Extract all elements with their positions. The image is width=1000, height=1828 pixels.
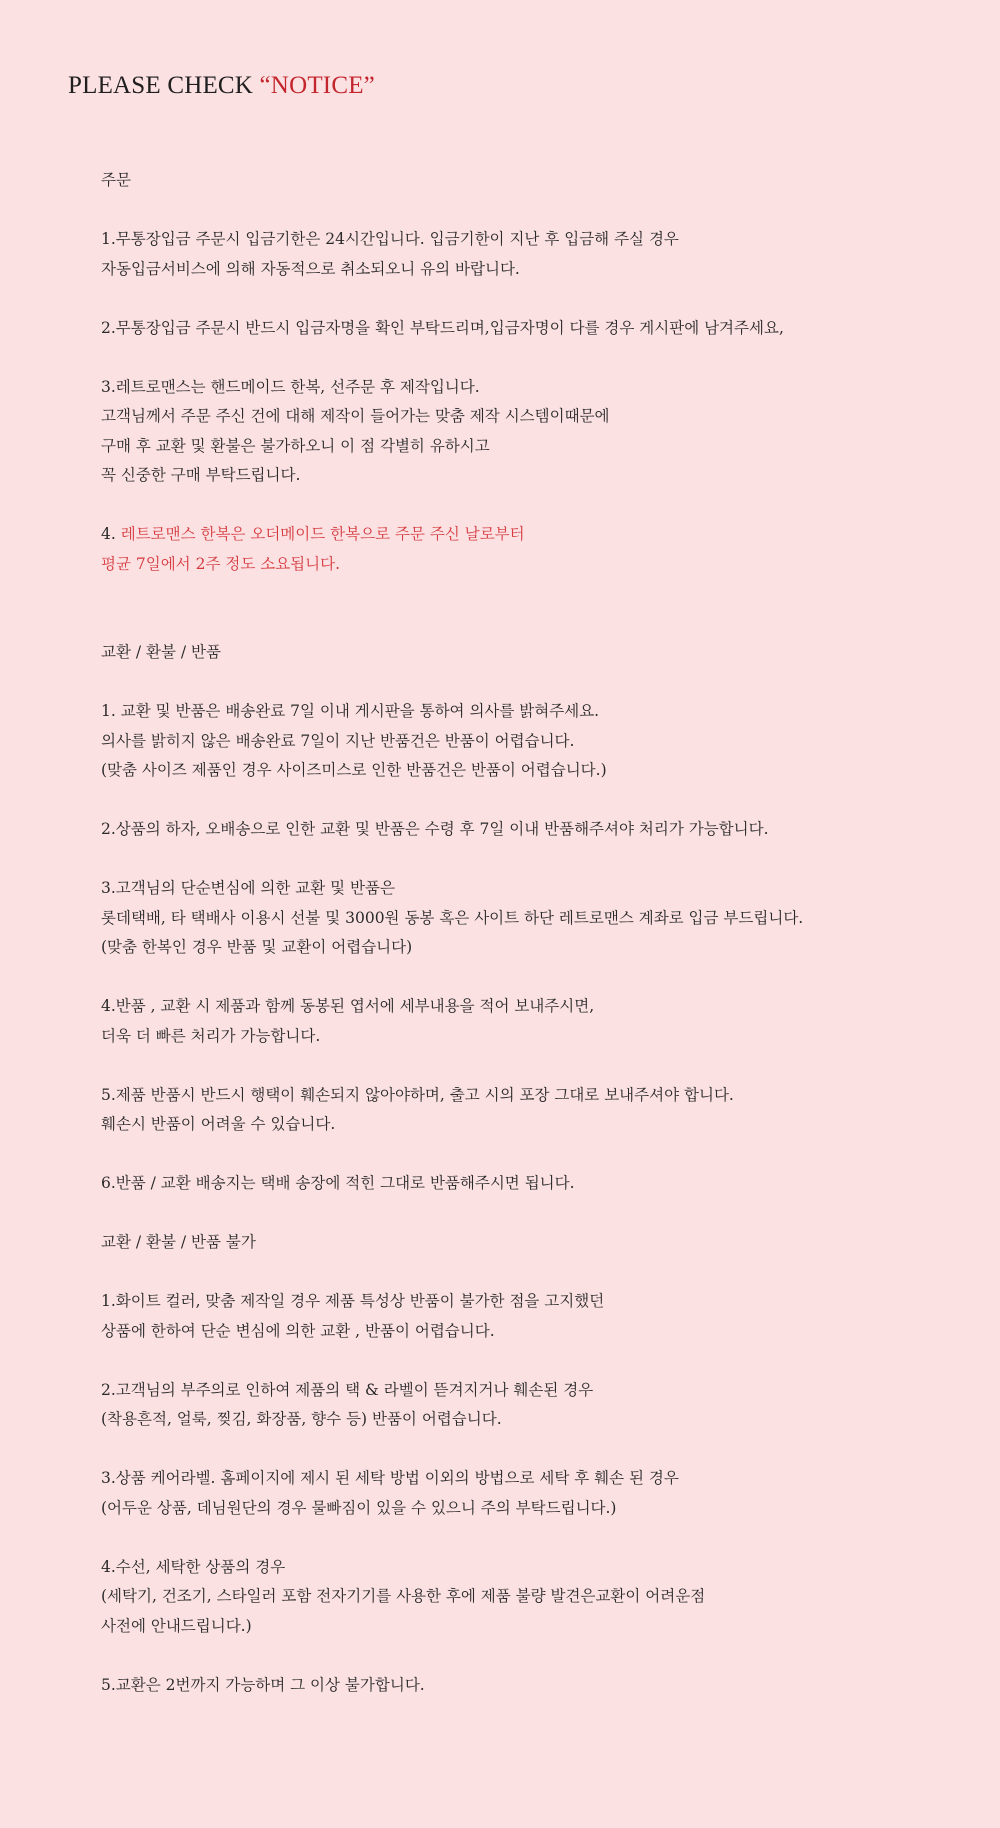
order-item-4-number: 4.	[101, 525, 121, 543]
no-exchange-item-4-line-1: 4.수선, 세탁한 상품의 경우	[101, 1557, 286, 1576]
no-exchange-item-3-line-1: 3.상품 케어라벨. 홈페이지에 제시 된 세탁 방법 이외의 방법으로 세탁 후 훼손 된 경우	[101, 1469, 679, 1487]
no-exchange-item-4-line-2: (세탁기, 건조기, 스타일러 포함 전자기기를 사용한 후에 제품 불량 발견은교환이 어려운점	[101, 1587, 706, 1605]
exchange-item-4-line-2: 더욱 더 빠른 처리가 가능합니다.	[101, 1026, 321, 1045]
order-item-1-line-2: 자동입금서비스에 의해 자동적으로 취소되오니 유의 바랍니다.	[101, 259, 520, 278]
no-exchange-item-4	[101, 1553, 981, 1642]
order-item-2-line-1: 2.무통장입금 주문시 반드시 입금자명을 확인 부탁드리며,입금자명이 다를 경우 게시판에 남겨주세요,	[101, 318, 784, 337]
exchange-item-1-line-1: 1. 교환 및 반품은 배송완료 7일 이내 게시판을 통하여 의사를 밝혀주세요.	[101, 702, 600, 720]
exchange-item-1-line-3: (맞춤 사이즈 제품인 경우 사이즈미스로 인한 반품건은 반품이 어렵습니다.)	[101, 761, 607, 779]
exchange-item-2	[101, 815, 981, 845]
exchange-item-2-line-1: 2.상품의 하자, 오배송으로 인한 교환 및 반품은 수령 후 7일 이내 반품해주셔야 처리가 가능합니다.	[101, 820, 769, 838]
section-heading-exchange: 교환 / 환불 / 반품	[101, 643, 221, 661]
exchange-item-3-line-3: (맞춤 한복인 경우 반품 및 교환이 어렵습니다)	[101, 938, 413, 956]
notice-content	[101, 166, 981, 1730]
exchange-item-4	[101, 992, 981, 1051]
exchange-item-1-line-2: 의사를 밝히지 않은 배송완료 7일이 지난 반품건은 반품이 어렵습니다.	[101, 731, 575, 750]
section-heading-order: 주문	[101, 171, 131, 189]
exchange-item-1	[101, 697, 981, 786]
order-item-3-line-1: 3.레트로맨스는 핸드메이드 한복, 선주문 후 제작입니다.	[101, 377, 480, 396]
exchange-item-6	[101, 1169, 981, 1199]
order-item-3-line-4: 꼭 신중한 구매 부탁드립니다.	[101, 466, 301, 484]
exchange-item-6-line-1: 6.반품 / 교환 배송지는 택배 송장에 적힌 그대로 반품해주시면 됩니다.	[101, 1174, 575, 1192]
no-exchange-item-2-line-2: (착용흔적, 얼룩, 찢김, 화장품, 향수 등) 반품이 어렵습니다.	[101, 1410, 502, 1428]
exchange-item-5-line-2: 훼손시 반품이 어려울 수 있습니다.	[101, 1115, 336, 1133]
no-exchange-item-3	[101, 1464, 981, 1523]
order-item-3-line-3: 구매 후 교환 및 환불은 불가하오니 이 점 각별히 유하시고	[101, 436, 490, 455]
order-item-3-line-2: 고객님께서 주문 주신 건에 대해 제작이 들어가는 맞춤 제작 시스템이때문에	[101, 407, 610, 425]
exchange-item-3	[101, 874, 981, 963]
exchange-item-5-line-1: 5.제품 반품시 반드시 행택이 훼손되지 않아야하며, 출고 시의 포장 그대로 보내주셔야 합니다.	[101, 1085, 734, 1104]
no-exchange-item-4-line-3: 사전에 안내드립니다.)	[101, 1616, 252, 1635]
order-heading-block	[101, 166, 981, 196]
exchange-item-3-line-1: 3.고객님의 단순변심에 의한 교환 및 반품은	[101, 879, 395, 897]
no-exchange-item-1-line-1: 1.화이트 컬러, 맞춤 제작일 경우 제품 특성상 반품이 불가한 점을 고지했던	[101, 1292, 605, 1310]
exchange-item-3-line-2: 롯데택배, 타 택배사 이용시 선불 및 3000원 동봉 혹은 사이트 하단 레트로맨스 계좌로 입금 부드립니다.	[101, 908, 804, 927]
title-notice: “NOTICE”	[259, 72, 375, 99]
no-exchange-item-1	[101, 1287, 981, 1346]
order-item-4-highlight-1: 레트로맨스 한복은 오더메이드 한복으로 주문 주신 날로부터	[120, 525, 525, 543]
no-exchange-heading-block	[101, 1228, 981, 1258]
section-heading-no-exchange: 교환 / 환불 / 반품 불가	[101, 1233, 256, 1251]
order-item-3	[101, 373, 981, 491]
order-item-1-line-1: 1.무통장입금 주문시 입금기한은 24시간입니다. 입금기한이 지난 후 입금해 주실 경우	[101, 230, 679, 248]
order-item-1	[101, 225, 981, 284]
exchange-item-4-line-1: 4.반품 , 교환 시 제품과 함께 동봉된 엽서에 세부내용을 적어 보내주시면,	[101, 997, 595, 1015]
no-exchange-item-2	[101, 1376, 981, 1435]
order-item-4	[101, 520, 981, 579]
order-item-2	[101, 314, 981, 344]
exchange-item-5	[101, 1081, 981, 1140]
no-exchange-item-1-line-2: 상품에 한하여 단순 변심에 의한 교환 , 반품이 어렵습니다.	[101, 1321, 495, 1340]
exchange-heading-block	[101, 638, 981, 668]
no-exchange-item-3-line-2: (어두운 상품, 데님원단의 경우 물빠짐이 있을 수 있으니 주의 부탁드립니다.)	[101, 1498, 617, 1517]
page-title	[68, 72, 375, 100]
no-exchange-item-5	[101, 1671, 981, 1701]
title-prefix: PLEASE CHECK	[68, 72, 260, 99]
order-item-4-line-1	[101, 520, 981, 550]
no-exchange-item-2-line-1: 2.고객님의 부주의로 인하여 제품의 택 & 라벨이 뜯겨지거나 훼손된 경우	[101, 1380, 594, 1399]
order-item-4-highlight-2: 평균 7일에서 2주 정도 소요됩니다.	[101, 554, 341, 573]
no-exchange-item-5-line-1: 5.교환은 2번까지 가능하며 그 이상 불가합니다.	[101, 1675, 425, 1694]
